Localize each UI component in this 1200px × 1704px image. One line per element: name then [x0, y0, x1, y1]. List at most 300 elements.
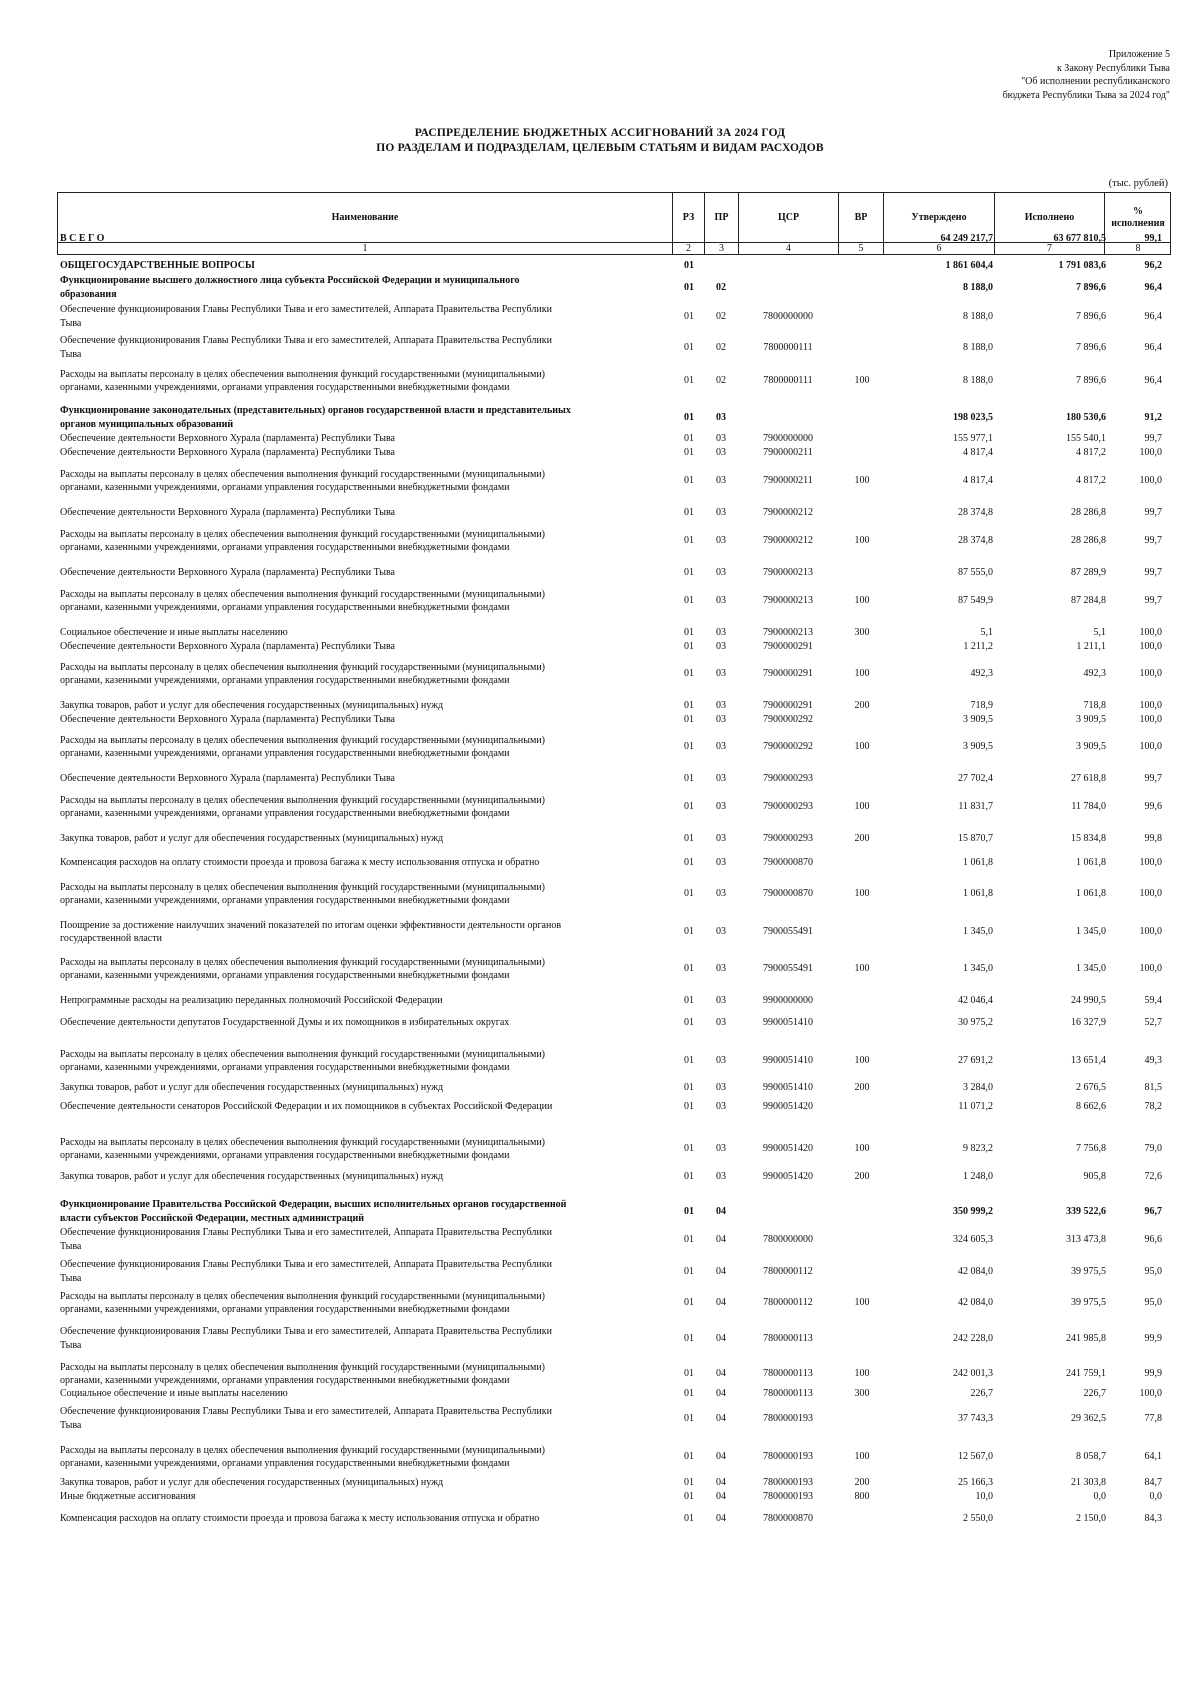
row-name [60, 832, 660, 846]
cell-csr [740, 404, 836, 431]
cell-approved: 15 870,7 [958, 833, 993, 845]
cell-pr: 02 [716, 281, 726, 293]
row-name-line: Расходы на выплаты персоналу в целях обеспечения выполнения функций государственными (муниципальными) [60, 661, 546, 673]
cell-vr [840, 566, 884, 580]
cell-csr [740, 274, 836, 301]
row-name-line: власти субъектов Российской Федерации, местных администраций [60, 1212, 364, 1224]
cell-csr: 7900000213 [763, 595, 813, 607]
cell-executed: 4 817,2 [1076, 475, 1106, 487]
row-name [60, 1405, 660, 1432]
cell-executed: 29 362,5 [1071, 1412, 1106, 1424]
cell-approved: 87 555,0 [958, 567, 993, 579]
row-name [60, 1387, 660, 1401]
cell-vr: 800 [854, 1491, 870, 1503]
cell-rz: 01 [684, 475, 694, 487]
cell-vr: 300 [854, 627, 870, 639]
cell-percent: 84,7 [1144, 1477, 1162, 1489]
cell-approved: 10,0 [975, 1491, 993, 1503]
row-name-line: Обеспечение деятельности Верховного Хурала (парламента) Республики Тыва [60, 447, 395, 459]
row-name [60, 404, 660, 431]
cell-pr: 04 [716, 1265, 726, 1277]
cell-percent: 100,0 [1139, 714, 1162, 726]
cell-approved: 87 549,9 [958, 595, 993, 607]
cell-rz: 01 [684, 963, 694, 975]
row-name [60, 259, 660, 273]
cell-pr: 04 [716, 1412, 726, 1424]
row-name [60, 1443, 660, 1471]
cell-pr: 03 [716, 1143, 726, 1155]
cell-approved: 27 691,2 [958, 1055, 993, 1067]
cell-pr: 02 [716, 341, 726, 353]
cell-executed: 2 150,0 [1076, 1513, 1106, 1525]
cell-rz: 01 [684, 567, 694, 579]
row-name-line: органами, казенными учреждениями, органами управления государственными внебюджетными фондами [60, 1304, 510, 1315]
cell-percent: 100,0 [1139, 888, 1162, 900]
cell-pr [706, 232, 736, 246]
row-name-line: Обеспечение функционирования Главы Республики Тыва и его заместителей, Аппарата Правительства Республики [60, 1227, 552, 1239]
cell-percent: 52,7 [1144, 1017, 1162, 1029]
row-name-line: Расходы на выплаты персоналу в целях обеспечения выполнения функций государственными (муниципальными) [60, 1361, 546, 1373]
row-name-line: органами, казенными учреждениями, органами управления государственными внебюджетными фондами [60, 482, 510, 493]
cell-rz: 01 [684, 995, 694, 1007]
cell-percent: 100,0 [1139, 668, 1162, 680]
row-name [60, 1512, 660, 1526]
cell-vr [840, 713, 884, 727]
cell-pr: 03 [716, 1101, 726, 1113]
cell-rz: 01 [684, 627, 694, 639]
cell-approved: 3 909,5 [963, 714, 993, 726]
cell-vr [840, 1016, 884, 1030]
cell-percent: 79,0 [1144, 1143, 1162, 1155]
cell-csr [740, 232, 836, 246]
cell-executed: 16 327,9 [1071, 1017, 1106, 1029]
cell-percent: 99,7 [1144, 433, 1162, 445]
cell-approved: 8 188,0 [963, 310, 993, 322]
row-name-line: Закупка товаров, работ и услуг для обеспечения государственных (муниципальных) нужд [60, 1477, 444, 1489]
table-row [0, 1198, 1200, 1225]
cell-approved: 226,7 [970, 1388, 993, 1400]
cell-csr: 7900000870 [763, 857, 813, 869]
row-name [60, 660, 660, 688]
cell-csr: 7800000112 [763, 1297, 813, 1309]
table-row [0, 699, 1200, 713]
cell-vr [840, 1512, 884, 1526]
row-name-line: органами, казенными учреждениями, органами управления государственными внебюджетными фондами [60, 1150, 510, 1161]
cell-csr: 9900051420 [763, 1171, 813, 1183]
cell-executed: 7 896,6 [1076, 310, 1106, 322]
row-name-line: Обеспечение деятельности Верховного Хурала (парламента) Республики Тыва [60, 507, 395, 519]
cell-pr: 03 [716, 411, 726, 423]
row-name [60, 334, 660, 361]
cell-vr [840, 1325, 884, 1352]
row-name-line: Социальное обеспечение и иные выплаты населению [60, 1388, 288, 1400]
cell-executed: 4 817,2 [1076, 447, 1106, 459]
table-row [0, 772, 1200, 786]
cell-vr [840, 1258, 884, 1285]
cell-pr: 04 [716, 1233, 726, 1245]
table-row [0, 1047, 1200, 1075]
cell-csr: 7800000193 [763, 1451, 813, 1463]
cell-percent: 99,8 [1144, 833, 1162, 845]
row-name [60, 506, 660, 520]
cell-approved: 718,9 [970, 700, 993, 712]
cell-percent: 99,7 [1144, 595, 1162, 607]
cell-executed: 8 662,6 [1076, 1101, 1106, 1113]
table-row [0, 1476, 1200, 1490]
col-header-approved: Утверждено [911, 211, 967, 223]
row-name [60, 367, 660, 395]
cell-approved: 492,3 [970, 668, 993, 680]
cell-vr [840, 640, 884, 654]
row-name-line: Расходы на выплаты персоналу в целях обеспечения выполнения функций государственными (муниципальными) [60, 956, 546, 968]
table-row [0, 880, 1200, 908]
row-name [60, 432, 660, 446]
table-row [0, 793, 1200, 821]
cell-executed: 3 909,5 [1076, 714, 1106, 726]
cell-approved: 242 001,3 [953, 1368, 993, 1380]
table-row [0, 1325, 1200, 1352]
row-name-line: Закупка товаров, работ и услуг для обеспечения государственных (муниципальных) нужд [60, 700, 444, 712]
cell-percent: 99,7 [1144, 567, 1162, 579]
row-name-line: Закупка товаров, работ и услуг для обеспечения государственных (муниципальных) нужд [60, 833, 444, 845]
cell-pr [706, 259, 736, 273]
cell-vr [840, 232, 884, 246]
cell-rz: 01 [684, 833, 694, 845]
cell-approved: 1 211,2 [963, 641, 993, 653]
table-row [0, 303, 1200, 330]
cell-rz: 01 [684, 926, 694, 938]
row-name-line: Функционирование Правительства Российской Федерации, высших исполнительных органов государственной [60, 1199, 567, 1211]
cell-csr: 7900000212 [763, 507, 813, 519]
cell-rz: 01 [684, 1297, 694, 1309]
cell-percent: 95,0 [1144, 1265, 1162, 1277]
row-name-line: Закупка товаров, работ и услуг для обеспечения государственных (муниципальных) нужд [60, 1082, 444, 1094]
cell-pr: 04 [716, 1388, 726, 1400]
cell-approved: 64 249 217,7 [940, 233, 993, 245]
cell-percent: 99,9 [1144, 1368, 1162, 1380]
row-name-line: Обеспечение деятельности депутатов Государственной Думы и их помощников в избирательных округах [60, 1017, 510, 1029]
row-name-line: Обеспечение деятельности Верховного Хурала (парламента) Республики Тыва [60, 641, 395, 653]
row-name-line: Расходы на выплаты персоналу в целях обеспечения выполнения функций государственными (муниципальными) [60, 881, 546, 893]
table-row [0, 832, 1200, 846]
table-row [0, 918, 1200, 946]
cell-approved: 1 861 604,4 [945, 260, 993, 272]
cell-approved: 11 831,7 [958, 801, 993, 813]
cell-percent: 59,4 [1144, 995, 1162, 1007]
cell-percent: 96,4 [1144, 310, 1162, 322]
row-name-line: Расходы на выплаты персоналу в целях обеспечения выполнения функций государственными (муниципальными) [60, 734, 546, 746]
cell-vr: 100 [854, 801, 870, 813]
cell-pr: 03 [716, 1017, 726, 1029]
row-name [60, 446, 660, 460]
cell-vr: 100 [854, 535, 870, 547]
cell-percent: 100,0 [1139, 641, 1162, 653]
cell-pr: 03 [716, 857, 726, 869]
col-number: 6 [936, 243, 942, 254]
row-name-line: органами, казенными учреждениями, органами управления государственными внебюджетными фондами [60, 1375, 510, 1386]
cell-vr [840, 404, 884, 431]
row-name-line: Тыва [60, 1272, 82, 1284]
cell-pr: 04 [716, 1332, 726, 1344]
cell-approved: 28 374,8 [958, 507, 993, 519]
cell-executed: 39 975,5 [1071, 1265, 1106, 1277]
cell-percent: 96,4 [1144, 375, 1162, 387]
table-row [0, 1226, 1200, 1253]
cell-csr: 7800000870 [763, 1513, 813, 1525]
cell-rz: 01 [684, 1388, 694, 1400]
col-header-name: Наименование [331, 211, 399, 223]
row-name-line: Расходы на выплаты персоналу в целях обеспечения выполнения функций государственными (муниципальными) [60, 1290, 546, 1302]
cell-approved: 42 084,0 [958, 1297, 993, 1309]
document-title: РАСПРЕДЕЛЕНИЕ БЮДЖЕТНЫХ АССИГНОВАНИЙ ЗА 2024 ГОД [414, 127, 786, 139]
cell-vr [840, 1405, 884, 1432]
cell-percent: 99,7 [1144, 535, 1162, 547]
cell-executed: 28 286,8 [1071, 535, 1106, 547]
cell-pr: 03 [716, 567, 726, 579]
cell-rz: 01 [684, 535, 694, 547]
cell-approved: 1 345,0 [963, 963, 993, 975]
cell-csr: 7900000291 [763, 641, 813, 653]
cell-rz: 01 [684, 1265, 694, 1277]
cell-pr: 03 [716, 1055, 726, 1067]
row-name [60, 1476, 660, 1490]
cell-pr: 04 [716, 1205, 726, 1217]
cell-executed: 1 345,0 [1076, 926, 1106, 938]
cell-percent: 84,3 [1144, 1513, 1162, 1525]
cell-approved: 3 284,0 [963, 1082, 993, 1094]
row-name-line: органами, казенными учреждениями, органами управления государственными внебюджетными фондами [60, 675, 510, 686]
cell-percent: 64,1 [1144, 1451, 1162, 1463]
cell-pr: 03 [716, 447, 726, 459]
cell-approved: 42 084,0 [958, 1265, 993, 1277]
cell-vr: 200 [854, 700, 870, 712]
table-row [0, 733, 1200, 761]
cell-percent: 96,7 [1144, 1205, 1162, 1217]
cell-approved: 25 166,3 [958, 1477, 993, 1489]
cell-executed: 226,7 [1083, 1388, 1106, 1400]
cell-executed: 1 211,1 [1076, 641, 1106, 653]
table-row [0, 1360, 1200, 1388]
cell-rz: 01 [684, 714, 694, 726]
table-row [0, 527, 1200, 555]
cell-csr: 9900051420 [763, 1143, 813, 1155]
cell-percent: 72,6 [1144, 1171, 1162, 1183]
cell-executed: 492,3 [1083, 668, 1106, 680]
cell-approved: 198 023,5 [953, 411, 993, 423]
row-name [60, 1081, 660, 1095]
cell-percent: 96,6 [1144, 1233, 1162, 1245]
table-row [0, 994, 1200, 1008]
cell-csr: 7900000212 [763, 535, 813, 547]
row-name-line: Обеспечение деятельности сенаторов Российской Федерации и их помощников в субъектах Российской Федерации [60, 1101, 553, 1113]
cell-vr: 100 [854, 888, 870, 900]
table-row [0, 1170, 1200, 1184]
cell-approved: 242 228,0 [953, 1332, 993, 1344]
cell-csr: 7800000000 [763, 1233, 813, 1245]
cell-csr: 7800000000 [763, 310, 813, 322]
col-number: 1 [362, 243, 368, 254]
cell-approved: 350 999,2 [953, 1205, 993, 1217]
cell-executed: 87 289,9 [1071, 567, 1106, 579]
col-number: 2 [686, 243, 691, 254]
row-name-line: ВСЕГО [60, 233, 107, 245]
cell-executed: 7 896,6 [1076, 375, 1106, 387]
cell-rz: 01 [684, 341, 694, 353]
cell-csr: 9900000000 [763, 995, 813, 1007]
row-name-line: Обеспечение функционирования Главы Республики Тыва и его заместителей, Аппарата Правительства Республики [60, 1259, 552, 1271]
cell-percent: 96,4 [1144, 341, 1162, 353]
row-name-line: Обеспечение функционирования Главы Республики Тыва и его заместителей, Аппарата Правительства Республики [60, 1406, 552, 1418]
row-name-line: органами, казенными учреждениями, органами управления государственными внебюджетными фондами [60, 808, 510, 819]
cell-executed: 8 058,7 [1076, 1451, 1106, 1463]
cell-executed: 180 530,6 [1066, 411, 1106, 423]
cell-vr [840, 334, 884, 361]
cell-approved: 9 823,2 [963, 1143, 993, 1155]
cell-vr [840, 918, 884, 946]
cell-executed: 21 303,8 [1071, 1477, 1106, 1489]
cell-percent: 77,8 [1144, 1412, 1162, 1424]
cell-vr [840, 274, 884, 301]
table-row [0, 1135, 1200, 1163]
row-name-line: Расходы на выплаты персоналу в целях обеспечения выполнения функций государственными (муниципальными) [60, 468, 546, 480]
cell-pr: 03 [716, 535, 726, 547]
cell-executed: 7 756,8 [1076, 1143, 1106, 1155]
cell-vr [840, 1100, 884, 1114]
cell-executed: 718,8 [1083, 700, 1106, 712]
row-name-line: Обеспечение функционирования Главы Республики Тыва и его заместителей, Аппарата Правительства Республики [60, 1326, 552, 1338]
cell-percent: 81,5 [1144, 1082, 1162, 1094]
cell-pr: 04 [716, 1368, 726, 1380]
row-name-line: Тыва [60, 348, 82, 360]
col-number: 4 [786, 243, 791, 254]
cell-rz: 01 [684, 888, 694, 900]
cell-rz: 01 [684, 773, 694, 785]
row-name-line: Расходы на выплаты персоналу в целях обеспечения выполнения функций государственными (муниципальными) [60, 794, 546, 806]
row-name-line: Функционирование высшего должностного лица субъекта Российской Федерации и муниципального [60, 275, 520, 287]
cell-rz: 01 [684, 375, 694, 387]
cell-csr: 7800000193 [763, 1491, 813, 1503]
cell-executed: 905,8 [1083, 1171, 1106, 1183]
row-name-line: ОБЩЕГОСУДАРСТВЕННЫЕ ВОПРОСЫ [60, 260, 255, 272]
cell-csr: 7800000113 [763, 1332, 813, 1344]
table-row [0, 1512, 1200, 1526]
cell-executed: 1 791 083,6 [1058, 260, 1106, 272]
cell-csr: 7900000211 [763, 475, 813, 487]
row-name-line: Расходы на выплаты персоналу в целях обеспечения выполнения функций государственными (муниципальными) [60, 528, 546, 540]
cell-executed: 7 896,6 [1076, 341, 1106, 353]
cell-executed: 87 284,8 [1071, 595, 1106, 607]
cell-csr: 7800000113 [763, 1368, 813, 1380]
cell-pr: 03 [716, 433, 726, 445]
cell-vr: 200 [854, 1171, 870, 1183]
cell-pr: 03 [716, 926, 726, 938]
cell-rz: 01 [684, 1477, 694, 1489]
cell-approved: 1 345,0 [963, 926, 993, 938]
cell-pr: 03 [716, 773, 726, 785]
cell-vr: 100 [854, 475, 870, 487]
row-name [60, 527, 660, 555]
cell-vr: 100 [854, 1451, 870, 1463]
annex-line: "Об исполнении республиканского [1021, 76, 1170, 88]
cell-rz: 01 [684, 447, 694, 459]
row-name-line: Обеспечение функционирования Главы Республики Тыва и его заместителей, Аппарата Правительства Республики [60, 335, 552, 347]
document-subtitle: ПО РАЗДЕЛАМ И ПОДРАЗДЕЛАМ, ЦЕЛЕВЫМ СТАТЬЯМ И ВИДАМ РАСХОДОВ [376, 142, 824, 154]
cell-executed: 28 286,8 [1071, 507, 1106, 519]
cell-pr: 04 [716, 1477, 726, 1489]
cell-executed: 0,0 [1093, 1491, 1106, 1503]
annex-header [750, 48, 1170, 102]
cell-csr: 9900051410 [763, 1017, 813, 1029]
cell-pr: 02 [716, 375, 726, 387]
cell-vr [840, 259, 884, 273]
row-name-line: Тыва [60, 1339, 82, 1351]
cell-rz: 01 [684, 1205, 694, 1217]
cell-approved: 30 975,2 [958, 1017, 993, 1029]
col-header-csr: ЦСР [777, 211, 800, 223]
cell-vr: 200 [854, 833, 870, 845]
cell-executed: 13 651,4 [1071, 1055, 1106, 1067]
row-name [60, 232, 660, 246]
cell-executed: 15 834,8 [1071, 833, 1106, 845]
cell-percent: 100,0 [1139, 926, 1162, 938]
table-row [0, 432, 1200, 446]
cell-percent: 95,0 [1144, 1297, 1162, 1309]
table-row [0, 1100, 1200, 1114]
cell-rz: 01 [684, 433, 694, 445]
units-label: (тыс. рублей) [1108, 178, 1168, 189]
cell-executed: 1 345,0 [1076, 963, 1106, 975]
row-name [60, 994, 660, 1008]
cell-pr: 03 [716, 714, 726, 726]
cell-percent: 78,2 [1144, 1101, 1162, 1113]
cell-percent: 100,0 [1139, 963, 1162, 975]
row-name-line: органами, казенными учреждениями, органами управления государственными внебюджетными фондами [60, 1062, 510, 1073]
cell-percent: 0,0 [1149, 1491, 1162, 1503]
cell-csr: 7900055491 [763, 926, 813, 938]
cell-pr: 03 [716, 595, 726, 607]
cell-percent: 99,6 [1144, 801, 1162, 813]
table-row [0, 856, 1200, 870]
cell-approved: 3 909,5 [963, 741, 993, 753]
row-name-line: Обеспечение деятельности Верховного Хурала (парламента) Республики Тыва [60, 433, 395, 445]
table-row [0, 467, 1200, 495]
row-name [60, 1016, 660, 1030]
col-header-vr: ВР [854, 211, 868, 223]
col-header-percent-word: исполнения [1111, 217, 1165, 229]
row-name-line: органами, казенными учреждениями, органами управления государственными внебюджетными фондами [60, 1458, 510, 1469]
cell-approved: 5,1 [980, 627, 993, 639]
table-row [0, 334, 1200, 361]
row-name-line: Расходы на выплаты персоналу в целях обеспечения выполнения функций государственными (муниципальными) [60, 588, 546, 600]
cell-pr: 03 [716, 641, 726, 653]
table-row [0, 626, 1200, 640]
row-name [60, 772, 660, 786]
cell-csr: 7900000293 [763, 801, 813, 813]
cell-vr: 100 [854, 375, 870, 387]
table-row [0, 259, 1200, 273]
cell-rz: 01 [684, 310, 694, 322]
cell-csr [740, 259, 836, 273]
table-row [0, 506, 1200, 520]
row-name-line: Компенсация расходов на оплату стоимости проезда и провоза багажа к месту использования отпуска и обратно [60, 1513, 540, 1525]
table-row [0, 566, 1200, 580]
row-name [60, 303, 660, 330]
row-name-line: Обеспечение деятельности Верховного Хурала (парламента) Республики Тыва [60, 773, 395, 785]
cell-executed: 2 676,5 [1076, 1082, 1106, 1094]
cell-rz: 01 [684, 1233, 694, 1245]
cell-percent: 100,0 [1139, 741, 1162, 753]
row-name [60, 880, 660, 908]
